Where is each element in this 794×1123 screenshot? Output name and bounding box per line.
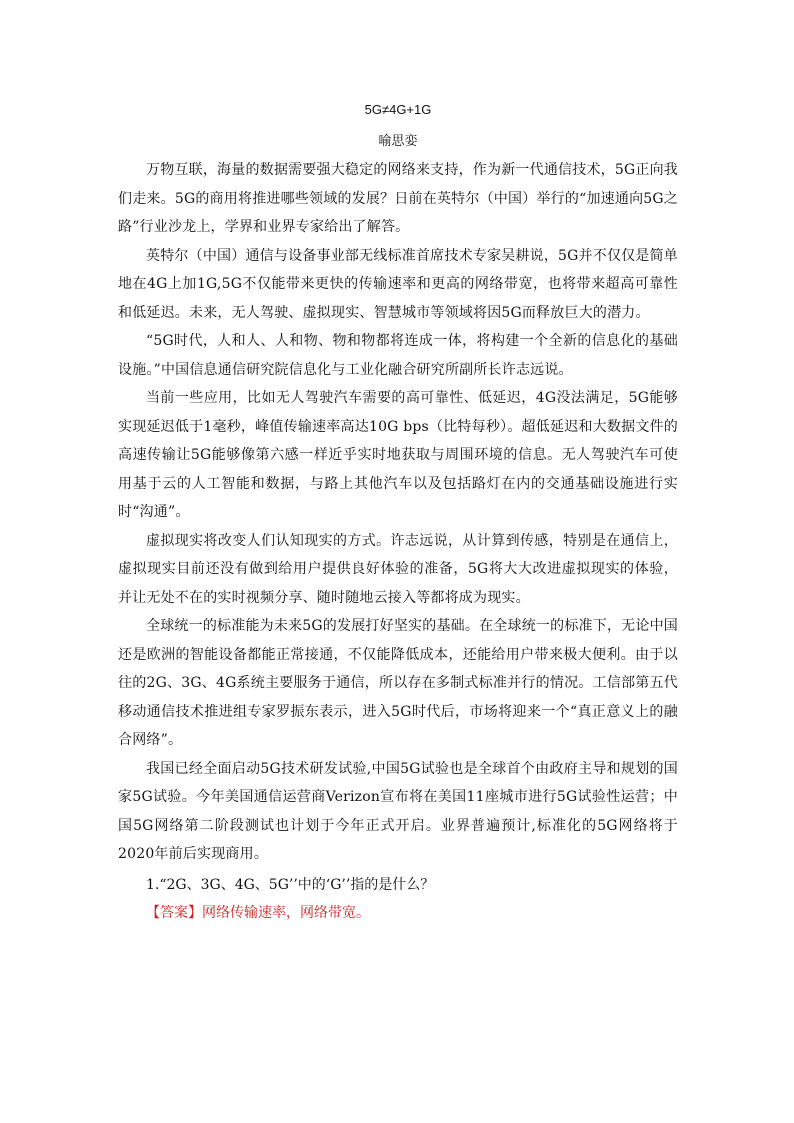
answer-text: 网络传输速率，网络带宽。 xyxy=(202,905,370,921)
paragraph-6: 全球统一的标准能为未来5G的发展打好坚实的基础。在全球统一的标准下，无论中国还是欧洲的智能设备都能正常接通，不仅能降低成本，还能给用户带来极大便利。由于以往的2G、3G、4G系统主要服务于通信，所以存在多制式标准并行的情况。工信部第五代移动通信技术推进组专家罗振东表示，进入5G时代后，市场将迎来一个“真正意义上的融合网络”。 xyxy=(118,618,678,748)
article-author: 喻思娈 xyxy=(378,134,418,149)
paragraph-7: 我国已经全面启动5G技术研发试验,中国5G试验也是全球首个由政府主导和规划的国家5G试验。今年美国通信运营商Verizon宣布将在美国11座城市进行5G试验性运营；中国5G网络第二阶段测试也计划于今年正式开启。业界普遍预计,标准化的5G网络将于2020年前后实现商用。 xyxy=(118,760,678,862)
paragraph-4: 当前一些应用，比如无人驾驶汽车需要的高可靠性、低延迟，4G没法满足，5G能够实现延迟低于1毫秒，峰值传输速率高达10G bps（比特每秒）。超低延迟和大数据文件的高速传输让5G能够像第六感一样近乎实时地获取与周围环境的信息。无人驾驶汽车可使用基于云的人工智能和数据，与路上其他汽车以及包括路灯在内的交通基础设施进行实时“沟通”。 xyxy=(118,390,678,520)
question-1: 1.“2G、3G、4G、5G’’中的‘G’’指的是什么？ xyxy=(146,876,435,893)
answer-1 xyxy=(118,899,678,928)
document-page xyxy=(118,100,678,928)
article-title: 5G≠4G+1G xyxy=(364,102,432,117)
answer-tag: 【答案】 xyxy=(146,905,202,921)
paragraph-2: 英特尔（中国）通信与设备事业部无线标准首席技术专家吴耕说，5G并不仅仅是简单地在4G上加1G,5G不仅能带来更快的传输速率和更高的网络带宽，也将带来超高可靠性和低延迟。未来，无人驾驶、虚拟现实、智慧城市等领域将因5G而释放巨大的潜力。 xyxy=(118,247,678,321)
paragraph-3: “5G时代，人和人、人和物、物和物都将连成一体，将构建一个全新的信息化的基础设施。”中国信息通信研究院信息化与工业化融合研究所副所长许志远说。 xyxy=(118,333,678,378)
paragraph-5: 虚拟现实将改变人们认知现实的方式。许志远说，从计算到传感，特别是在通信上，虚拟现实目前还没有做到给用户提供良好体验的准备，5G将大大改进虚拟现实的体验，并让无处不在的实时视频分享、随时随地云接入等都将成为现实。 xyxy=(118,532,678,606)
paragraph-1: 万物互联，海量的数据需要强大稳定的网络来支持，作为新一代通信技术，5G正向我们走来。5G的商用将推进哪些领域的发展？日前在英特尔（中国）举行的“加速通向5G之路”行业沙龙上，学界和业界专家给出了解答。 xyxy=(118,162,678,235)
